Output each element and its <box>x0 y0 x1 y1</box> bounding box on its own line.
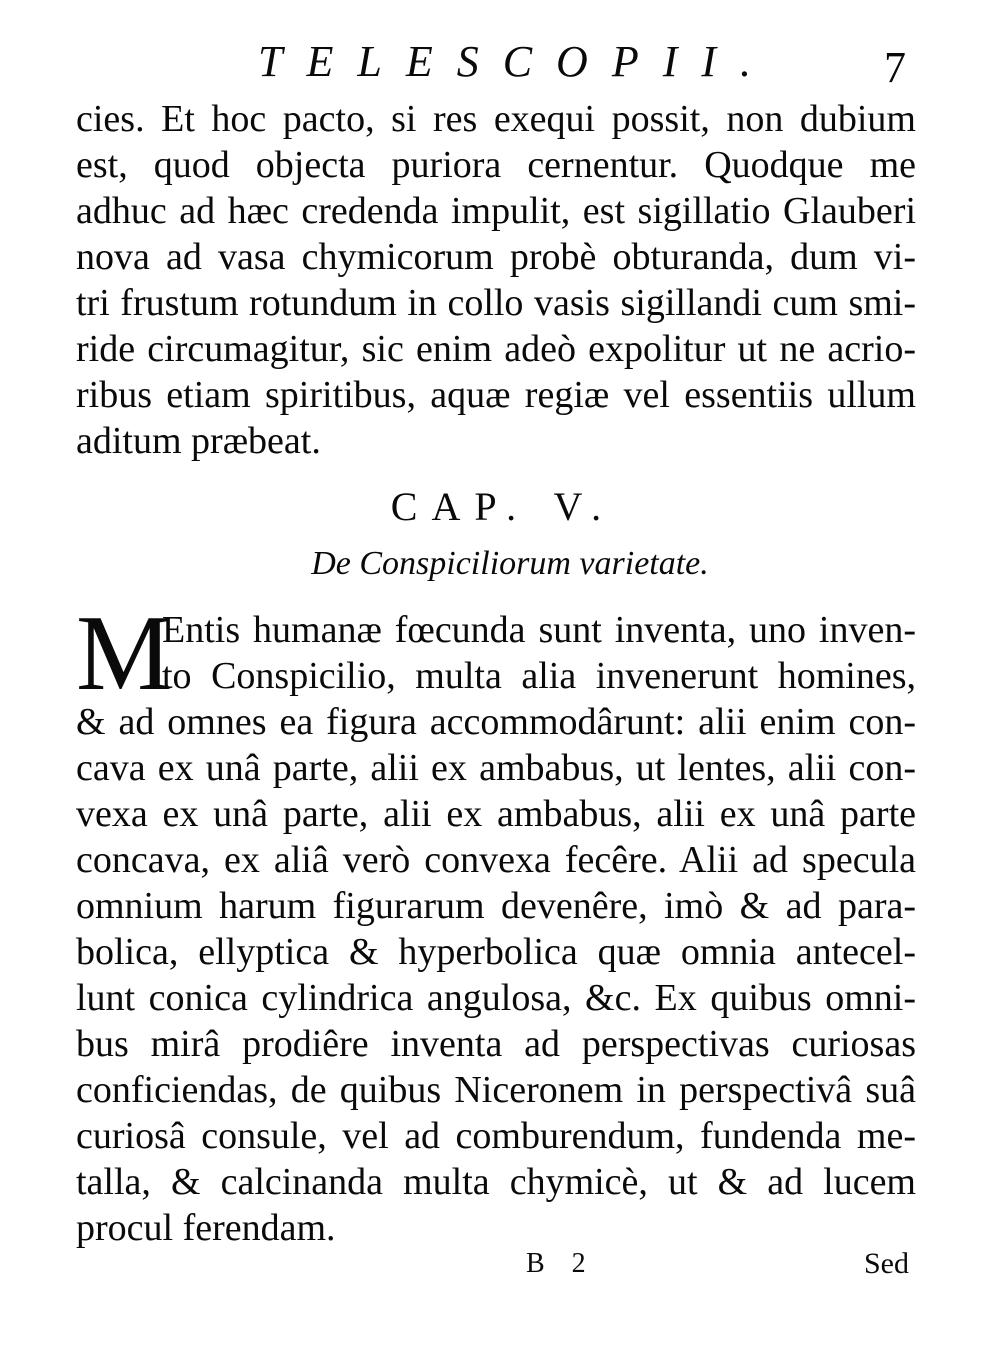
page-footer <box>0 1244 1000 1284</box>
text-line: omnium harum figurarum devenêre, imò & ad para- <box>76 885 916 927</box>
text-line: cava ex unâ parte, alii ex ambabus, ut lentes, alii con- <box>76 747 916 789</box>
text-line: lunt conica cylindrica angulosa, &c. Ex quibus omni- <box>76 977 916 1019</box>
text-line: vexa ex unâ parte, alii ex ambabus, alii ex unâ parte <box>76 793 916 835</box>
chapter-paragraph <box>76 594 916 1251</box>
signature-mark: B 2 <box>526 1248 596 1279</box>
drop-cap: M <box>76 594 173 713</box>
catchword: Sed <box>864 1247 909 1280</box>
text-line: aditum præbeat. <box>76 420 321 462</box>
chapter-subtitle: De Conspiciliorum varietate. <box>311 545 709 582</box>
running-head <box>0 30 1000 90</box>
text-line: ribus etiam spiritibus, aquæ regiæ vel essentiis ullum <box>76 374 916 416</box>
text-line: adhuc ad hæc credenda impulit, est sigillatio Glauberi <box>76 190 916 232</box>
continued-paragraph <box>76 96 916 464</box>
text-line: cies. Et hoc pacto, si res exequi possit, non dubium <box>76 98 916 140</box>
text-line: & ad omnes ea figura accommodârunt: alii enim con- <box>76 701 916 743</box>
text-line: Entis humanæ fœcunda sunt inventa, uno inven- <box>162 609 916 651</box>
text-line: bus mirâ prodiêre inventa ad perspectivas curiosas <box>76 1023 916 1065</box>
text-line: curiosâ consule, vel ad comburendum, fundenda me- <box>76 1115 916 1157</box>
text-line: concava, ex aliâ verò convexa fecêre. Alii ad specula <box>76 839 916 881</box>
chapter-heading: CAP. V. <box>390 484 616 529</box>
running-title: TELESCOPII. <box>258 37 775 86</box>
text-line: bolica, ellyptica & hyperbolica quæ omnia antecel- <box>76 931 916 973</box>
text-line: procul ferendam. <box>76 1207 336 1249</box>
text-line: conficiendas, de quibus Niceronem in perspectivâ suâ <box>76 1069 916 1111</box>
text-line: to Conspicilio, multa alia invenerunt homines, <box>162 655 916 697</box>
text-line: nova ad vasa chymicorum probè obturanda, dum vi- <box>76 236 916 278</box>
text-line: est, quod objecta puriora cernentur. Quodque me <box>76 144 916 186</box>
text-line: ride circumagitur, sic enim adeò expolitur ut ne acrio- <box>76 328 916 370</box>
text-line: tri frustum rotundum in collo vasis sigillandi cum smi- <box>76 282 916 324</box>
page-number: 7 <box>884 43 906 92</box>
text-line: talla, & calcinanda multa chymicè, ut & ad lucem <box>76 1161 916 1203</box>
